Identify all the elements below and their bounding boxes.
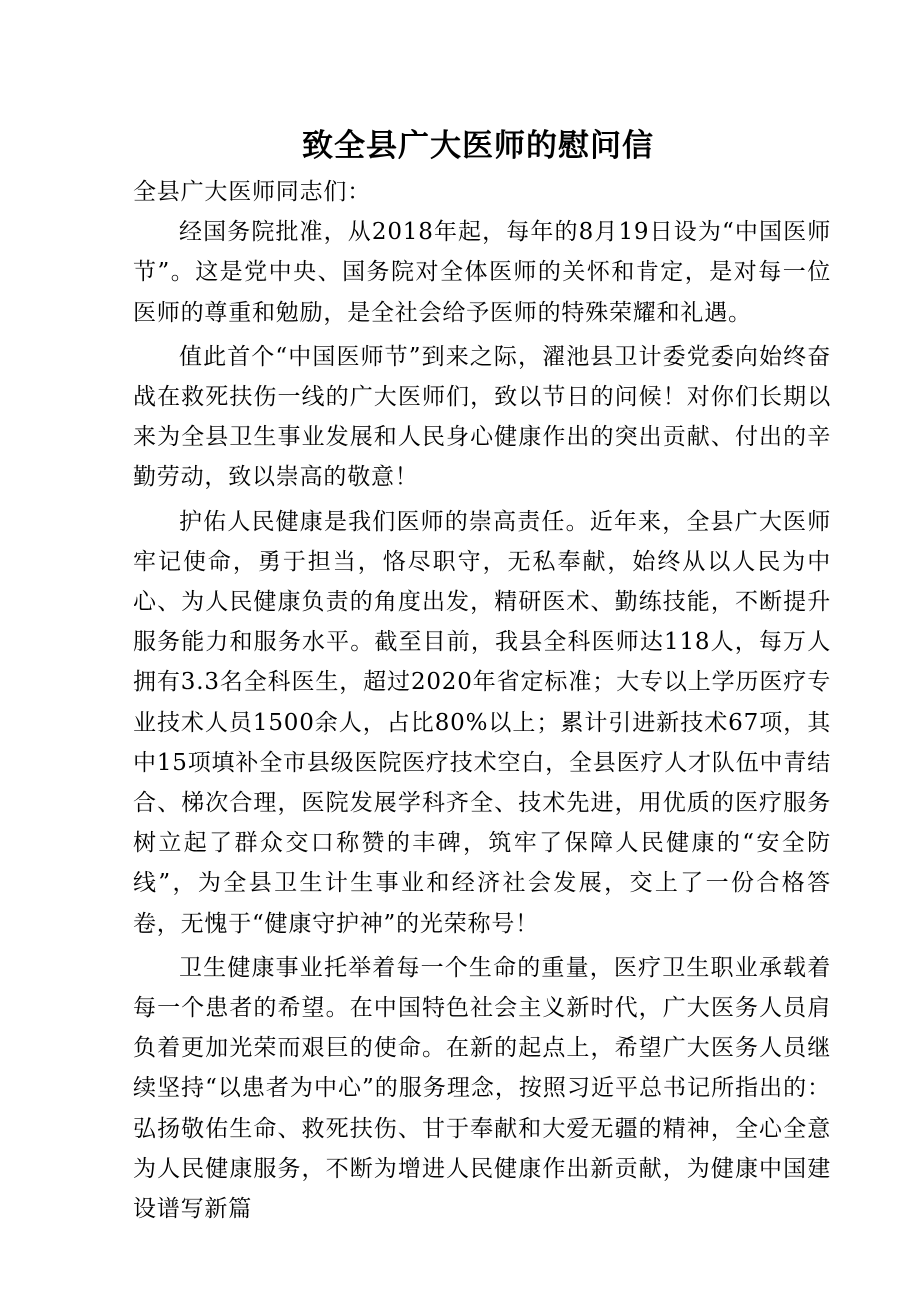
letter-title: 致全县广大医师的慰问信 xyxy=(302,128,654,164)
paragraph-1: 经国务院批准，从2018年起，每年的8月19日设为“中国医师节”。这是党中央、国务院对全体医师的关怀和肯定，是对每一位医师的尊重和勉励，是全社会给予医师的特殊荣耀和礼遇。 xyxy=(133,219,831,326)
paragraph-3: 护佑人民健康是我们医师的崇高责任。近年来，全县广大医师牢记使命，勇于担当，恪尽职守，无私奉献，始终从以人民为中心、为人民健康负责的角度出发，精研医术、勤练技能，不断提升服务能力和服务水平。截至目前，我县全科医师达118人，每万人拥有3.3名全科医生，超过2020年省定标准；大专以上学历医疗专业技术人员1500余人，占比80%以上；累计引进新技术67项，其中15项填补全市县级医院医疗技术空白，全县医疗人才队伍中青结合、梯次合理，医院发展学科齐全、技术先进，用优质的医疗服务树立起了群众交口称赞的丰碑，筑牢了保障人民健康的“安全防线”，为全县卫生计生事业和经济社会发展，交上了一份合格答卷，无愧于“健康守护神”的光荣称号！ xyxy=(133,508,831,937)
letter-body xyxy=(133,172,831,1233)
paragraph-2: 值此首个“中国医师节”到来之际，濯池县卫计委党委向始终奋战在救死扶伤一线的广大医师们，致以节日的问候！对你们长期以来为全县卫生事业发展和人民身心健康作出的突出贡献、付出的辛勤劳动，致以崇高的敬意！ xyxy=(133,343,831,491)
letter-salutation: 全县广大医师同志们： xyxy=(133,179,371,205)
paragraph-4: 卫生健康事业托举着每一个生命的重量，医疗卫生职业承载着每一个患者的希望。在中国特色社会主义新时代，广大医务人员肩负着更加光荣而艰巨的使命。在新的起点上，希望广大医务人员继续坚持“以患者为中心”的服务理念，按照习近平总书记所指出的：弘扬敬佑生命、救死扶伤、甘于奉献和大爱无疆的精神，全心全意为人民健康服务，不断为增进人民健康作出新贡献，为健康中国建设谱写新篇 xyxy=(133,954,831,1223)
